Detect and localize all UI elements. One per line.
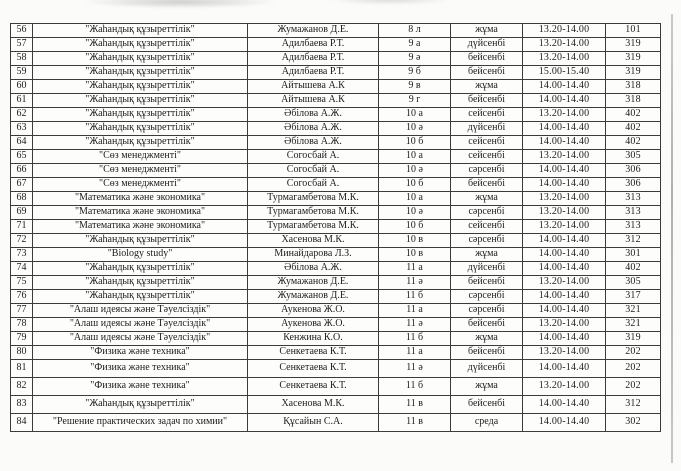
row-number-cell: 64: [11, 136, 33, 150]
day-cell: бейсенбі: [451, 94, 523, 108]
table-row: [11, 414, 661, 432]
table-row: [11, 52, 661, 66]
time-cell: 15.00-15.40: [523, 66, 606, 80]
day-cell: бейсенбі: [451, 396, 523, 414]
row-number-cell: 71: [11, 220, 33, 234]
day-cell: сейсенбі: [451, 150, 523, 164]
day-cell: сейсенбі: [451, 108, 523, 122]
time-cell: 13.20-14.00: [523, 276, 606, 290]
time-cell: 14.00-14.40: [523, 396, 606, 414]
day-cell: жұма: [451, 80, 523, 94]
room-cell: 402: [606, 262, 661, 276]
room-cell: 312: [606, 396, 661, 414]
grade-cell: 8 л: [379, 24, 451, 38]
subject-cell: "Сөз менеджменті": [33, 150, 248, 164]
grade-cell: 11 ә: [379, 318, 451, 332]
teacher-cell: Әбілова А.Ж.: [248, 262, 379, 276]
teacher-cell: Турмагамбетова М.К.: [248, 220, 379, 234]
subject-cell: "Жаһандық құзыреттілік": [33, 396, 248, 414]
room-cell: 321: [606, 304, 661, 318]
grade-cell: 10 б: [379, 136, 451, 150]
time-cell: 14.00-14.40: [523, 136, 606, 150]
table-row: [11, 318, 661, 332]
table-row: [11, 346, 661, 360]
room-cell: 313: [606, 192, 661, 206]
teacher-cell: Сенкетаева К.Т.: [248, 360, 379, 378]
room-cell: 402: [606, 108, 661, 122]
time-cell: 14.00-14.40: [523, 304, 606, 318]
row-number-cell: 76: [11, 290, 33, 304]
time-cell: 14.00-14.40: [523, 360, 606, 378]
room-cell: 318: [606, 94, 661, 108]
grade-cell: 9 ә: [379, 52, 451, 66]
row-number-cell: 78: [11, 318, 33, 332]
subject-cell: "Физика және техника": [33, 378, 248, 396]
time-cell: 13.20-14.00: [523, 150, 606, 164]
room-cell: 317: [606, 290, 661, 304]
room-cell: 312: [606, 234, 661, 248]
time-cell: 13.20-14.00: [523, 206, 606, 220]
grade-cell: 10 а: [379, 108, 451, 122]
teacher-cell: Согосбай А.: [248, 178, 379, 192]
grade-cell: 11 б: [379, 378, 451, 396]
room-cell: 306: [606, 164, 661, 178]
room-cell: 202: [606, 378, 661, 396]
day-cell: бейсенбі: [451, 178, 523, 192]
row-number-cell: 63: [11, 122, 33, 136]
grade-cell: 10 ә: [379, 164, 451, 178]
teacher-cell: Кенжина К.О.: [248, 332, 379, 346]
table-row: [11, 164, 661, 178]
row-number-cell: 79: [11, 332, 33, 346]
day-cell: жұма: [451, 192, 523, 206]
row-number-cell: 69: [11, 206, 33, 220]
teacher-cell: Айтышева А.К: [248, 80, 379, 94]
teacher-cell: Аукенова Ж.О.: [248, 304, 379, 318]
subject-cell: "Жаһандық құзыреттілік": [33, 80, 248, 94]
row-number-cell: 83: [11, 396, 33, 414]
day-cell: жұма: [451, 248, 523, 262]
table-row: [11, 234, 661, 248]
time-cell: 13.20-14.00: [523, 220, 606, 234]
table-row: [11, 304, 661, 318]
subject-cell: "Biology study": [33, 248, 248, 262]
table-row: [11, 136, 661, 150]
subject-cell: "Сөз менеджменті": [33, 178, 248, 192]
row-number-cell: 84: [11, 414, 33, 432]
table-row: [11, 248, 661, 262]
room-cell: 319: [606, 332, 661, 346]
teacher-cell: Айтышева А.К: [248, 94, 379, 108]
day-cell: дүйсенбі: [451, 38, 523, 52]
subject-cell: "Жаһандық құзыреттілік": [33, 38, 248, 52]
teacher-cell: Согосбай А.: [248, 150, 379, 164]
table-body: [11, 24, 661, 432]
grade-cell: 10 б: [379, 178, 451, 192]
row-number-cell: 66: [11, 164, 33, 178]
table-row: [11, 220, 661, 234]
room-cell: 402: [606, 122, 661, 136]
row-number-cell: 74: [11, 262, 33, 276]
time-cell: 14.00-14.40: [523, 164, 606, 178]
time-cell: 14.00-14.40: [523, 262, 606, 276]
day-cell: бейсенбі: [451, 52, 523, 66]
teacher-cell: Согосбай А.: [248, 164, 379, 178]
table-row: [11, 360, 661, 378]
day-cell: сәрсенбі: [451, 290, 523, 304]
table-row: [11, 108, 661, 122]
teacher-cell: Әбілова А.Ж.: [248, 136, 379, 150]
table-row: [11, 290, 661, 304]
time-cell: 14.00-14.40: [523, 248, 606, 262]
teacher-cell: Турмагамбетова М.К.: [248, 206, 379, 220]
table-row: [11, 378, 661, 396]
day-cell: дүйсенбі: [451, 122, 523, 136]
teacher-cell: Сенкетаева К.Т.: [248, 346, 379, 360]
day-cell: бейсенбі: [451, 276, 523, 290]
row-number-cell: 67: [11, 178, 33, 192]
day-cell: сейсенбі: [451, 136, 523, 150]
subject-cell: "Жаһандық құзыреттілік": [33, 66, 248, 80]
grade-cell: 10 а: [379, 150, 451, 164]
day-cell: сәрсенбі: [451, 164, 523, 178]
row-number-cell: 65: [11, 150, 33, 164]
subject-cell: "Решение практических задач по химии": [33, 414, 248, 432]
room-cell: 313: [606, 206, 661, 220]
subject-cell: "Физика және техника": [33, 360, 248, 378]
subject-cell: "Математика және экономика": [33, 220, 248, 234]
time-cell: 14.00-14.40: [523, 178, 606, 192]
grade-cell: 9 г: [379, 94, 451, 108]
grade-cell: 11 ә: [379, 276, 451, 290]
day-cell: бейсенбі: [451, 318, 523, 332]
row-number-cell: 56: [11, 24, 33, 38]
time-cell: 13.20-14.00: [523, 318, 606, 332]
grade-cell: 10 б: [379, 220, 451, 234]
row-number-cell: 60: [11, 80, 33, 94]
grade-cell: 9 в: [379, 80, 451, 94]
subject-cell: "Жаһандық құзыреттілік": [33, 276, 248, 290]
grade-cell: 11 ә: [379, 360, 451, 378]
teacher-cell: Сенкетаева К.Т.: [248, 378, 379, 396]
time-cell: 14.00-14.40: [523, 234, 606, 248]
room-cell: 321: [606, 318, 661, 332]
subject-cell: "Жаһандық құзыреттілік": [33, 52, 248, 66]
subject-cell: "Жаһандық құзыреттілік": [33, 234, 248, 248]
grade-cell: 10 ә: [379, 122, 451, 136]
subject-cell: "Математика және экономика": [33, 206, 248, 220]
subject-cell: "Жаһандық құзыреттілік": [33, 262, 248, 276]
activities-schedule-table: [10, 23, 661, 432]
subject-cell: "Жаһандық құзыреттілік": [33, 136, 248, 150]
teacher-cell: Құсайын С.А.: [248, 414, 379, 432]
teacher-cell: Адилбаева Р.Т.: [248, 66, 379, 80]
table-row: [11, 262, 661, 276]
table-row: [11, 206, 661, 220]
subject-cell: "Физика және техника": [33, 346, 248, 360]
teacher-cell: Аукенова Ж.О.: [248, 318, 379, 332]
table-row: [11, 192, 661, 206]
room-cell: 319: [606, 52, 661, 66]
grade-cell: 10 ә: [379, 206, 451, 220]
subject-cell: "Алаш идеясы және Тәуелсіздік": [33, 318, 248, 332]
subject-cell: "Алаш идеясы және Тәуелсіздік": [33, 332, 248, 346]
subject-cell: "Жаһандық құзыреттілік": [33, 290, 248, 304]
scan-noise-artifact: [60, 0, 480, 14]
subject-cell: "Жаһандық құзыреттілік": [33, 122, 248, 136]
grade-cell: 11 в: [379, 396, 451, 414]
day-cell: дүйсенбі: [451, 262, 523, 276]
grade-cell: 11 б: [379, 332, 451, 346]
time-cell: 13.20-14.00: [523, 346, 606, 360]
teacher-cell: Жумажанов Д.Е.: [248, 276, 379, 290]
table-row: [11, 396, 661, 414]
row-number-cell: 80: [11, 346, 33, 360]
time-cell: 13.20-14.00: [523, 108, 606, 122]
subject-cell: "Жаһандық құзыреттілік": [33, 24, 248, 38]
day-cell: бейсенбі: [451, 66, 523, 80]
room-cell: 318: [606, 80, 661, 94]
grade-cell: 11 а: [379, 304, 451, 318]
subject-cell: "Жаһандық құзыреттілік": [33, 94, 248, 108]
table-row: [11, 178, 661, 192]
table-row: [11, 94, 661, 108]
teacher-cell: Әбілова А.Ж.: [248, 122, 379, 136]
scan-page-edge-line: [671, 14, 673, 463]
time-cell: 13.20-14.00: [523, 192, 606, 206]
teacher-cell: Хасенова М.К.: [248, 396, 379, 414]
room-cell: 305: [606, 150, 661, 164]
row-number-cell: 59: [11, 66, 33, 80]
room-cell: 202: [606, 346, 661, 360]
table-row: [11, 66, 661, 80]
grade-cell: 11 а: [379, 262, 451, 276]
row-number-cell: 75: [11, 276, 33, 290]
grade-cell: 11 в: [379, 414, 451, 432]
row-number-cell: 77: [11, 304, 33, 318]
day-cell: сәрсенбі: [451, 234, 523, 248]
grade-cell: 9 б: [379, 66, 451, 80]
day-cell: сәрсенбі: [451, 304, 523, 318]
teacher-cell: Минайдарова Л.З.: [248, 248, 379, 262]
day-cell: жұма: [451, 332, 523, 346]
room-cell: 402: [606, 136, 661, 150]
day-cell: жұма: [451, 24, 523, 38]
time-cell: 14.00-14.40: [523, 80, 606, 94]
grade-cell: 9 а: [379, 38, 451, 52]
room-cell: 319: [606, 66, 661, 80]
day-cell: среда: [451, 414, 523, 432]
teacher-cell: Адилбаева Р.Т.: [248, 52, 379, 66]
row-number-cell: 68: [11, 192, 33, 206]
time-cell: 13.20-14.00: [523, 38, 606, 52]
day-cell: сәрсенбі: [451, 206, 523, 220]
row-number-cell: 61: [11, 94, 33, 108]
time-cell: 13.20-14.00: [523, 24, 606, 38]
row-number-cell: 57: [11, 38, 33, 52]
row-number-cell: 81: [11, 360, 33, 378]
room-cell: 319: [606, 38, 661, 52]
table-row: [11, 38, 661, 52]
subject-cell: "Сөз менеджменті": [33, 164, 248, 178]
room-cell: 306: [606, 178, 661, 192]
subject-cell: "Алаш идеясы және Тәуелсіздік": [33, 304, 248, 318]
grade-cell: 11 а: [379, 346, 451, 360]
room-cell: 302: [606, 414, 661, 432]
room-cell: 101: [606, 24, 661, 38]
time-cell: 13.20-14.00: [523, 52, 606, 66]
row-number-cell: 62: [11, 108, 33, 122]
row-number-cell: 73: [11, 248, 33, 262]
room-cell: 305: [606, 276, 661, 290]
day-cell: жұма: [451, 378, 523, 396]
table-row: [11, 122, 661, 136]
row-number-cell: 82: [11, 378, 33, 396]
teacher-cell: Әбілова А.Ж.: [248, 108, 379, 122]
room-cell: 202: [606, 360, 661, 378]
grade-cell: 10 а: [379, 192, 451, 206]
room-cell: 301: [606, 248, 661, 262]
table-row: [11, 80, 661, 94]
grade-cell: 10 в: [379, 248, 451, 262]
teacher-cell: Турмагамбетова М.К.: [248, 192, 379, 206]
subject-cell: "Математика және экономика": [33, 192, 248, 206]
time-cell: 14.00-14.40: [523, 414, 606, 432]
teacher-cell: Хасенова М.К.: [248, 234, 379, 248]
day-cell: сейсенбі: [451, 220, 523, 234]
time-cell: 14.00-14.40: [523, 94, 606, 108]
subject-cell: "Жаһандық құзыреттілік": [33, 108, 248, 122]
time-cell: 13.20-14.00: [523, 378, 606, 396]
time-cell: 14.00-14.40: [523, 122, 606, 136]
table-row: [11, 332, 661, 346]
room-cell: 313: [606, 220, 661, 234]
grade-cell: 10 в: [379, 234, 451, 248]
teacher-cell: Адилбаева Р.Т.: [248, 38, 379, 52]
teacher-cell: Жумажанов Д.Е.: [248, 290, 379, 304]
teacher-cell: Жумажанов Д.Е.: [248, 24, 379, 38]
time-cell: 14.00-14.40: [523, 332, 606, 346]
table-row: [11, 150, 661, 164]
table-row: [11, 276, 661, 290]
table-row: [11, 24, 661, 38]
grade-cell: 11 б: [379, 290, 451, 304]
row-number-cell: 58: [11, 52, 33, 66]
row-number-cell: 72: [11, 234, 33, 248]
day-cell: дүйсенбі: [451, 360, 523, 378]
day-cell: бейсенбі: [451, 346, 523, 360]
time-cell: 14.00-14.40: [523, 290, 606, 304]
